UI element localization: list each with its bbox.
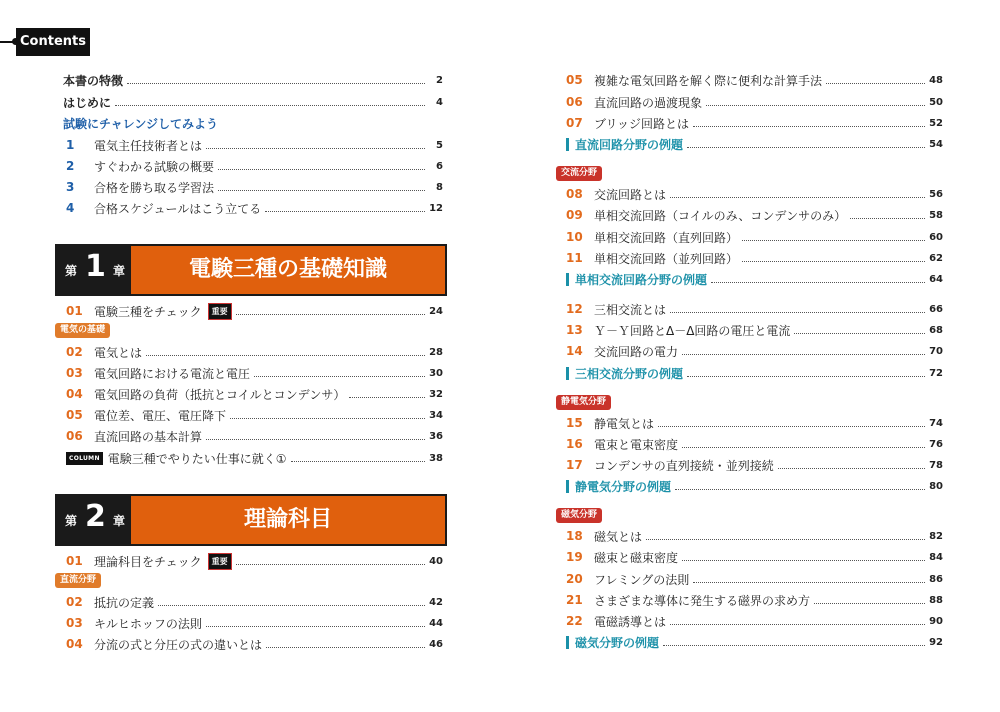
entry-page: 86 <box>929 573 943 585</box>
entry-title: コンデンサの直列接続・並列接続 <box>594 458 774 473</box>
entry-page: 34 <box>429 409 443 421</box>
entry-title: 三相交流とは <box>594 302 667 317</box>
entry-title: 交流回路の電力 <box>594 344 679 359</box>
toc-entry[interactable] <box>66 136 443 154</box>
entry-number: 3 <box>66 180 75 194</box>
entry-title: 電験三種でやりたい仕事に就く① <box>107 451 287 466</box>
entry-number: 21 <box>566 593 583 607</box>
entry-number: 09 <box>566 208 583 222</box>
entry-page: 2 <box>436 74 443 86</box>
entry-title: 単相交流回路（直列回路） <box>594 230 739 245</box>
leader-dots <box>236 564 425 565</box>
leader-dots <box>670 624 925 625</box>
entry-page: 90 <box>929 615 943 627</box>
entry-page: 84 <box>929 551 943 563</box>
leader-dots <box>646 539 925 540</box>
entry-title: 合格スケジュールはこう立てる <box>94 201 262 216</box>
entry-page: 92 <box>929 636 943 648</box>
entry-title: 電気回路の負荷（抵抗とコイルとコンデンサ） <box>94 387 346 402</box>
example-marker <box>566 636 569 649</box>
entry-page: 42 <box>429 596 443 608</box>
leader-dots <box>670 197 925 198</box>
toc-example[interactable] <box>566 633 943 651</box>
toc-entry[interactable] <box>566 414 943 432</box>
entry-number: 13 <box>566 323 583 337</box>
entry-title: 電気とは <box>94 345 143 360</box>
toc-entry[interactable] <box>566 185 943 203</box>
entry-page: 64 <box>929 273 943 285</box>
entry-page: 66 <box>929 303 943 315</box>
entry-number: 08 <box>566 187 583 201</box>
leader-dots <box>236 314 425 315</box>
leader-dots <box>658 426 925 427</box>
leader-dots <box>682 560 925 561</box>
entry-number: 06 <box>66 429 83 443</box>
entry-number: 07 <box>566 116 583 130</box>
important-badge: 重要 <box>208 553 232 570</box>
entry-title: 電気主任技術者とは <box>94 138 203 153</box>
entry-number: 04 <box>66 637 83 651</box>
entry-number: 03 <box>66 366 83 380</box>
section-tag: 磁気分野 <box>556 508 602 523</box>
entry-title: 電気回路における電流と電圧 <box>94 366 251 381</box>
leader-dots <box>291 461 425 462</box>
leader-dots <box>670 312 925 313</box>
toc-entry[interactable] <box>566 435 943 453</box>
leader-dots <box>778 468 925 469</box>
chapter-1-banner[interactable] <box>55 244 447 296</box>
entry-title: ブリッジ回路とは <box>594 116 690 131</box>
leader-dots <box>218 169 425 170</box>
entry-number: 16 <box>566 437 583 451</box>
section-tag: 交流分野 <box>556 166 602 181</box>
entry-page: 8 <box>436 181 443 193</box>
chapter-title: 電験三種の基礎知識 <box>131 246 445 294</box>
entry-page: 52 <box>929 117 943 129</box>
entry-page: 74 <box>929 417 943 429</box>
chapter-prefix: 第 <box>65 514 78 528</box>
entry-page: 72 <box>929 367 943 379</box>
toc-example[interactable] <box>566 270 943 288</box>
entry-title: 複雑な電気回路を解く際に便利な計算手法 <box>594 73 823 88</box>
leader-dots <box>127 83 425 84</box>
entry-page: 6 <box>436 160 443 172</box>
leader-dots <box>158 605 425 606</box>
chapter-suffix: 章 <box>113 264 126 278</box>
toc-entry[interactable] <box>566 456 943 474</box>
chapter-2-banner[interactable] <box>55 494 447 546</box>
entry-page: 40 <box>429 555 443 567</box>
challenge-title: 試験にチャレンジしてみよう <box>63 116 219 131</box>
toc-entry[interactable] <box>566 548 943 566</box>
important-badge: 重要 <box>208 303 232 320</box>
entry-number: 12 <box>566 302 583 316</box>
entry-page: 24 <box>429 305 443 317</box>
leader-dots <box>693 126 925 127</box>
challenge-heading <box>63 114 443 132</box>
toc-entry[interactable] <box>66 343 443 361</box>
section-tag: 電気の基礎 <box>55 323 110 338</box>
entry-number: 19 <box>566 550 583 564</box>
entry-page: 44 <box>429 617 443 629</box>
entry-page: 76 <box>929 438 943 450</box>
entry-page: 88 <box>929 594 943 606</box>
entry-title: 電験三種をチェック <box>94 304 202 319</box>
toc-entry[interactable] <box>566 249 943 267</box>
toc-entry-intro[interactable] <box>63 93 443 111</box>
toc-example[interactable] <box>566 364 943 382</box>
entry-number: 20 <box>566 572 583 586</box>
entry-page: 46 <box>429 638 443 650</box>
leader-dots <box>349 397 425 398</box>
entry-number: 02 <box>66 345 83 359</box>
entry-title: 理論科目をチェック <box>94 554 202 569</box>
toc-entry[interactable] <box>66 614 443 632</box>
entry-title: 静電気とは <box>594 416 655 431</box>
chapter-number: 1 <box>85 249 106 284</box>
entry-title: 直流回路の基本計算 <box>94 429 203 444</box>
entry-page: 58 <box>929 209 943 221</box>
entry-page: 78 <box>929 459 943 471</box>
leader-dots <box>230 418 425 419</box>
entry-number: 14 <box>566 344 583 358</box>
contents-title: Contents <box>16 28 90 56</box>
section-tag: 静電気分野 <box>556 395 611 410</box>
entry-number: 11 <box>566 251 583 265</box>
entry-page: 50 <box>929 96 943 108</box>
entry-number: 05 <box>566 73 583 87</box>
toc-entry[interactable] <box>566 342 943 360</box>
example-marker <box>566 273 569 286</box>
toc-example[interactable] <box>566 477 943 495</box>
entry-title: 直流回路の過渡現象 <box>594 95 703 110</box>
leader-dots <box>794 333 925 334</box>
toc-entry[interactable] <box>566 114 943 132</box>
entry-title: 単相交流回路（コイルのみ、コンデンサのみ） <box>594 208 847 223</box>
entry-page: 12 <box>429 202 443 214</box>
entry-number: 15 <box>566 416 583 430</box>
example-marker <box>566 367 569 380</box>
entry-title: 交流回路とは <box>594 187 667 202</box>
entry-page: 62 <box>929 252 943 264</box>
entry-page: 5 <box>436 139 443 151</box>
entry-number: 18 <box>566 529 583 543</box>
toc-entry[interactable] <box>566 228 943 246</box>
chapter-number-block <box>57 496 131 544</box>
toc-entry-features[interactable] <box>63 71 443 89</box>
column-badge: COLUMN <box>66 452 103 465</box>
chapter-title: 理論科目 <box>131 496 445 544</box>
leader-dots <box>826 83 925 84</box>
entry-title: 電位差、電圧、電圧降下 <box>94 408 227 423</box>
example-title: 直流回路分野の例題 <box>575 137 684 152</box>
toc-entry[interactable] <box>66 178 443 196</box>
leader-dots <box>265 211 425 212</box>
toc-entry[interactable] <box>66 552 443 570</box>
entry-title: すぐわかる試験の概要 <box>94 159 215 174</box>
entry-title: 電磁誘導とは <box>594 614 667 629</box>
entry-title: 磁束と磁束密度 <box>594 550 679 565</box>
entry-number: 1 <box>66 138 75 152</box>
entry-title: 抵抗の定義 <box>94 595 155 610</box>
leader-dots <box>687 147 925 148</box>
toc-entry-column[interactable] <box>66 449 443 467</box>
entry-page: 30 <box>429 367 443 379</box>
leader-dots <box>663 645 925 646</box>
entry-page: 60 <box>929 231 943 243</box>
entry-title: はじめに <box>63 95 112 110</box>
chapter-number: 2 <box>85 499 106 534</box>
example-title: 静電気分野の例題 <box>575 479 672 494</box>
example-title: 単相交流回路分野の例題 <box>575 272 708 287</box>
leader-dots <box>682 354 925 355</box>
example-marker <box>566 480 569 493</box>
toc-entry[interactable] <box>66 635 443 653</box>
toc-entry[interactable] <box>566 93 943 111</box>
entry-number: 4 <box>66 201 75 215</box>
toc-entry[interactable] <box>566 206 943 224</box>
leader-dots <box>742 261 925 262</box>
leader-dots <box>146 355 425 356</box>
toc-entry[interactable] <box>66 199 443 217</box>
entry-page: 56 <box>929 188 943 200</box>
toc-entry[interactable] <box>566 570 943 588</box>
entry-title: 合格を勝ち取る学習法 <box>94 180 215 195</box>
leader-dots <box>693 582 925 583</box>
entry-page: 80 <box>929 480 943 492</box>
entry-title: 単相交流回路（並列回路） <box>594 251 739 266</box>
entry-number: 03 <box>66 616 83 630</box>
leader-dots <box>266 647 425 648</box>
entry-title: さまざまな導体に発生する磁界の求め方 <box>594 593 811 608</box>
toc-entry[interactable] <box>66 593 443 611</box>
toc-entry[interactable] <box>66 427 443 445</box>
toc-entry[interactable] <box>66 406 443 424</box>
leader-dots <box>218 190 425 191</box>
entry-title: 磁気とは <box>594 529 643 544</box>
entry-number: 01 <box>66 554 83 568</box>
example-title: 磁気分野の例題 <box>575 635 660 650</box>
toc-entry[interactable] <box>566 527 943 545</box>
leader-dots <box>706 105 925 106</box>
leader-dots <box>206 148 425 149</box>
leader-dots <box>687 376 925 377</box>
toc-entry[interactable] <box>566 300 943 318</box>
entry-number: 04 <box>66 387 83 401</box>
toc-entry[interactable] <box>66 364 443 382</box>
entry-page: 32 <box>429 388 443 400</box>
section-tag: 直流分野 <box>55 573 101 588</box>
leader-dots <box>206 626 425 627</box>
example-title: 三相交流分野の例題 <box>575 366 684 381</box>
entry-page: 70 <box>929 345 943 357</box>
entry-title: 分流の式と分圧の式の違いとは <box>94 637 263 652</box>
entry-page: 82 <box>929 530 943 542</box>
toc-entry[interactable] <box>66 385 443 403</box>
toc-entry[interactable] <box>566 71 943 89</box>
chapter-suffix: 章 <box>113 514 126 528</box>
example-marker <box>566 138 569 151</box>
entry-page: 38 <box>429 452 443 464</box>
entry-number: 10 <box>566 230 583 244</box>
entry-number: 05 <box>66 408 83 422</box>
toc-entry[interactable] <box>566 612 943 630</box>
leader-dots <box>115 105 425 106</box>
leader-dots <box>675 489 925 490</box>
leader-dots <box>711 282 925 283</box>
entry-number: 17 <box>566 458 583 472</box>
toc-example[interactable] <box>566 135 943 153</box>
leader-dots <box>682 447 925 448</box>
entry-title: フレミングの法則 <box>594 572 690 587</box>
chapter-number-block <box>57 246 131 294</box>
entry-title: キルヒホッフの法則 <box>94 616 202 631</box>
toc-entry[interactable] <box>66 157 443 175</box>
entry-number: 06 <box>566 95 583 109</box>
toc-entry[interactable] <box>66 302 443 320</box>
entry-number: 01 <box>66 304 83 318</box>
chapter-prefix: 第 <box>65 264 78 278</box>
leader-dots <box>850 218 925 219</box>
entry-page: 54 <box>929 138 943 150</box>
leader-dots <box>254 376 425 377</box>
entry-title: 本書の特徴 <box>63 73 124 88</box>
entry-page: 36 <box>429 430 443 442</box>
toc-entry[interactable] <box>566 321 943 339</box>
entry-page: 48 <box>929 74 943 86</box>
entry-title: Ｙ－Ｙ回路とΔ－Δ回路の電圧と電流 <box>594 323 791 338</box>
leader-dots <box>814 603 925 604</box>
entry-page: 28 <box>429 346 443 358</box>
toc-entry[interactable] <box>566 591 943 609</box>
leader-dots <box>742 240 925 241</box>
entry-number: 22 <box>566 614 583 628</box>
entry-page: 4 <box>436 96 443 108</box>
entry-page: 68 <box>929 324 943 336</box>
leader-dots <box>206 439 425 440</box>
entry-number: 2 <box>66 159 75 173</box>
entry-number: 02 <box>66 595 83 609</box>
entry-title: 電束と電束密度 <box>594 437 679 452</box>
